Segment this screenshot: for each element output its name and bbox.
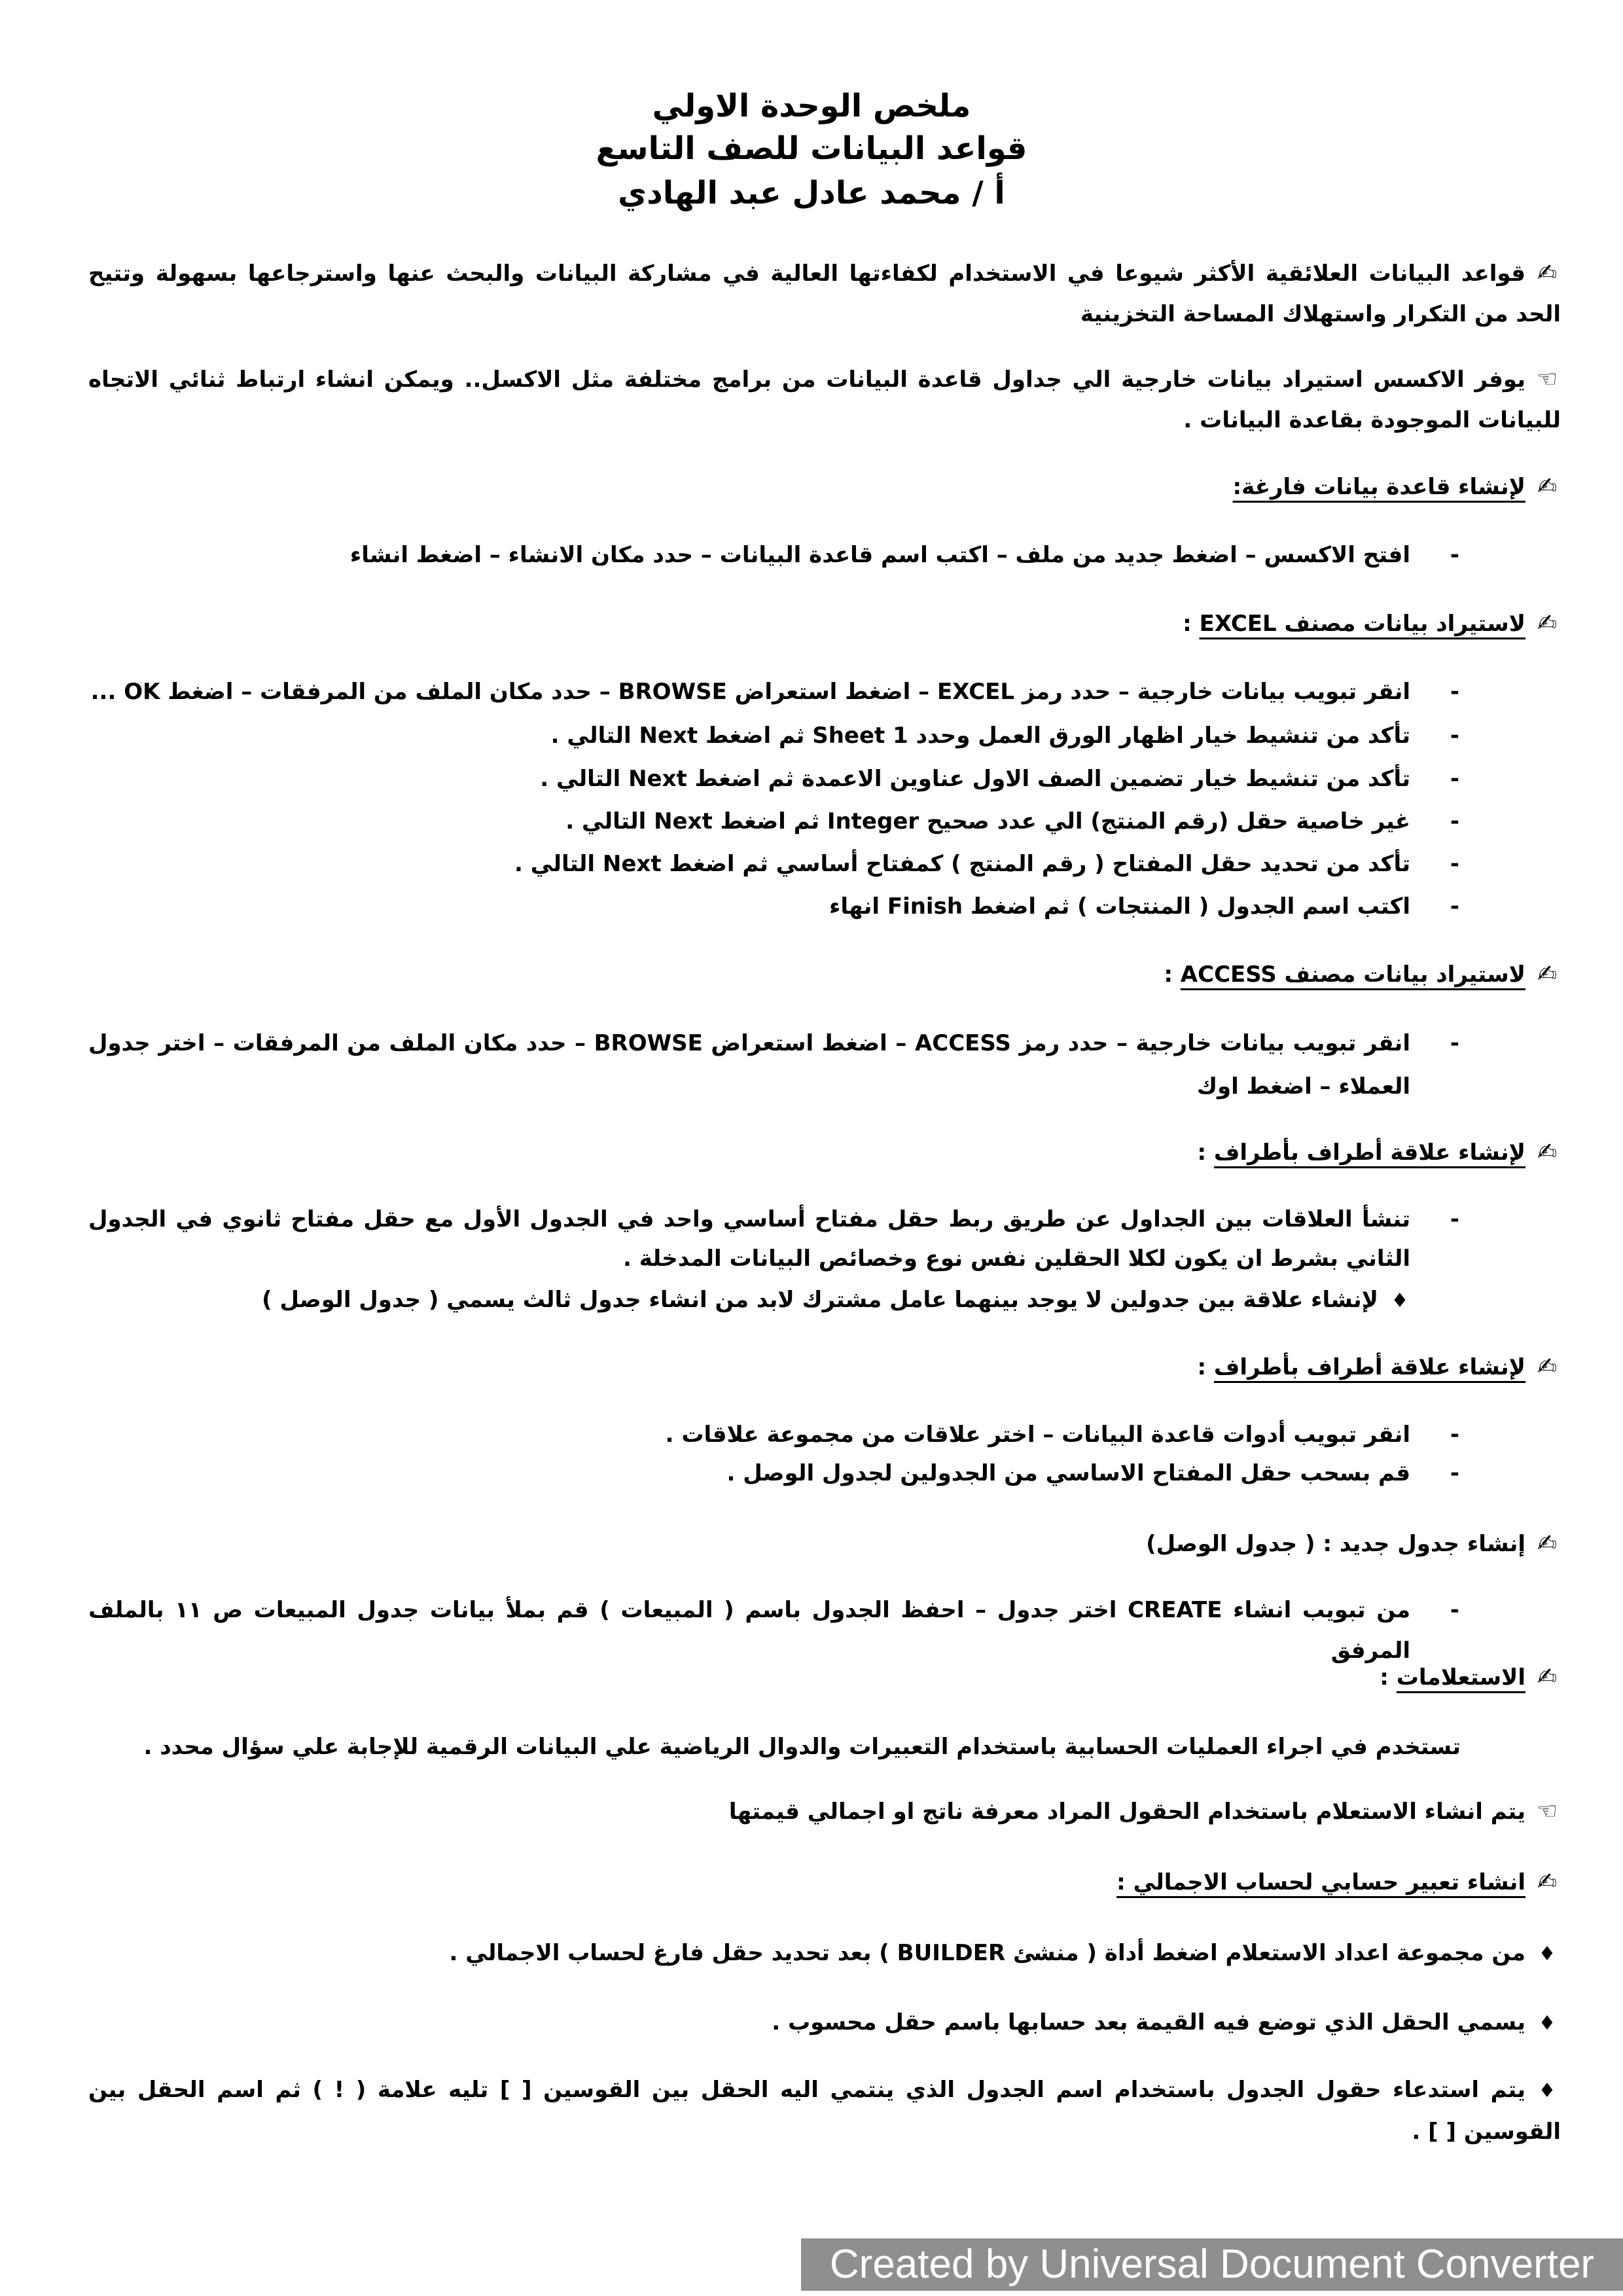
section-heading-import-excel [88, 603, 1561, 644]
writing-hand-icon [1533, 253, 1561, 294]
section-heading-blank-database [88, 467, 1561, 507]
step-item [88, 1414, 1459, 1455]
writing-hand-icon [1533, 1347, 1561, 1388]
step-text: - تأكد من تنشيط خيار اظهار الورق العمل وحدد Sheet 1 ثم اضغط Next التالي . [550, 723, 1410, 749]
intro-paragraph-text: قواعد البيانات العلائقية الأكثر شيوعا في الاستخدام لكفاءتها العالية في مشاركة البيانات والبحث عنها واسترجاعها بسهولة وتتيح الحد من التكرار واستهلاك المساحة التخزينية [88, 260, 1561, 327]
step-text: - غير خاصية حقل (رقم المنتج) الي عدد صحيح Integer ثم اضغط Next التالي . [565, 808, 1410, 834]
step-item [88, 1200, 1459, 1278]
step-item [88, 1022, 1459, 1108]
point-text: يتم استدعاء حقول الجدول باستخدام اسم الجدول الذي ينتمي اليه الحقل بين القوسين [ ] تليه علامة ( ! ) ثم اسم الحقل بين القوسين [ ] . [88, 2077, 1561, 2145]
heading-suffix: : [1197, 1139, 1214, 1166]
step-item [88, 886, 1459, 927]
intro-note-text: يوفر الاكسس استيراد بيانات خارجية الي جداول قاعدة البيانات من برامج مختلفة مثل الاكسل.. ويمكن انشاء ارتباط ثنائي الاتجاه للبيانات الموجودة بقاعدة البيانات . [88, 367, 1561, 433]
step-text: - انقر تبويب بيانات خارجية – حدد رمز ACCESS – اضغط استعراض BROWSE – حدد مكان الملف من المرفقات – اختر جدول العملاء – اضغط اوك [88, 1030, 1410, 1100]
step-text: - انقر تبويب بيانات خارجية – حدد رمز EXCEL – اضغط استعراض BROWSE – حدد مكان الملف من المرفقات – اضغط OK ... [90, 679, 1410, 705]
heading-text: إنشاء جدول جديد : ( جدول الوصل) [1146, 1531, 1525, 1557]
step-item [88, 672, 1459, 712]
writing-hand-icon [1533, 1524, 1561, 1564]
junction-table-note [88, 1280, 1414, 1321]
heading-suffix: : [1164, 961, 1181, 988]
writing-hand-icon [1533, 467, 1561, 507]
section-heading-queries [88, 1657, 1561, 1698]
document-subtitle: قواعد البيانات للصف التاسع [596, 130, 1027, 167]
heading-suffix: : [1197, 1354, 1214, 1380]
step-text: - تأكد من تنشيط خيار تضمين الصف الاول عناوين الاعمدة ثم اضغط Next التالي . [540, 766, 1410, 792]
point-item [88, 1933, 1561, 1975]
step-text: - اكتب اسم الجدول ( المنتجات ) ثم اضغط Finish انهاء [829, 893, 1410, 920]
heading-suffix: : [1183, 611, 1200, 637]
point-text: من مجموعة اعداد الاستعلام اضغط أداة ( منشئ BUILDER ) بعد تحديد حقل فارغ لحساب الاجمالي . [449, 1940, 1525, 1966]
intro-note [88, 359, 1561, 440]
diamond-icon [1533, 2070, 1561, 2111]
heading-text: الاستعلامات [1396, 1664, 1525, 1691]
point-item [88, 2070, 1561, 2152]
heading-text: لاستيراد بيانات مصنف ACCESS [1180, 961, 1525, 988]
writing-hand-icon [1533, 1862, 1561, 1903]
note-text: لإنشاء علاقة بين جدولين لا يوجد بينهما عامل مشترك لابد من انشاء جدول ثالث يسمي ( جدول الوصل ) [262, 1287, 1378, 1313]
heading-text: لإنشاء علاقة أطراف بأطراف [1213, 1354, 1525, 1380]
section-heading-relations [88, 1132, 1561, 1173]
step-text: - افتح الاكسس – اضغط جديد من ملف – اكتب اسم قاعدة البيانات – حدد مكان الانشاء – اضغط انشاء [349, 542, 1410, 568]
section-heading-calculated-expression [88, 1862, 1561, 1903]
section-heading-new-table [88, 1524, 1561, 1564]
step-text: - من تبويب انشاء CREATE اختر جدول – احفظ الجدول باسم ( المبيعات ) قم بملأ بيانات جدول المبيعات ص ١١ بالملف المرفق [88, 1597, 1410, 1664]
writing-hand-icon [1533, 1657, 1561, 1698]
note-text: يتم انشاء الاستعلام باستخدام الحقول المراد معرفة ناتج او اجمالي قيمتها [728, 1799, 1525, 1825]
diamond-icon [1533, 2002, 1561, 2044]
heading-text: لاستيراد بيانات مصنف EXCEL [1199, 611, 1525, 637]
point-text: يسمي الحقل الذي توضع فيه القيمة بعد حسابها باسم حقل محسوب . [772, 2009, 1525, 2036]
step-item [88, 535, 1459, 575]
step-text: - انقر تبويب أدوات قاعدة البيانات – اختر علاقات من مجموعة علاقات . [665, 1422, 1410, 1448]
heading-suffix: : [1380, 1664, 1397, 1691]
heading-text: انشاء تعبير حسابي لحساب الاجمالي : [1116, 1869, 1525, 1895]
step-text: - تأكد من تحديد حقل المفتاح ( رقم المنتج ) كمفتاح أساسي ثم اضغط Next التالي . [514, 851, 1410, 877]
pointing-hand-icon [1533, 1791, 1561, 1832]
step-item [88, 759, 1459, 799]
queries-definition: تستخدم في اجراء العمليات الحسابية باستخدام التعبيرات والدوال الرياضية علي البيانات الرقمية للإجابة علي سؤال محدد . [143, 1734, 1461, 1760]
writing-hand-icon [1533, 603, 1561, 644]
converter-stamp: Created by Universal Document Converter [801, 2238, 1623, 2291]
step-item [88, 1453, 1459, 1494]
writing-hand-icon [1533, 1132, 1561, 1173]
heading-text: لإنشاء قاعدة بيانات فارغة: [1232, 474, 1525, 500]
writing-hand-icon [1533, 954, 1561, 995]
document-title: ملخص الوحدة الاولي [652, 88, 971, 124]
author-name: أ / محمد عادل عبد الهادي [618, 175, 1005, 211]
step-item [88, 801, 1459, 842]
diamond-icon [1533, 1933, 1561, 1975]
section-heading-relation-steps [88, 1347, 1561, 1388]
section-heading-import-access [88, 954, 1561, 995]
step-item [88, 844, 1459, 884]
queries-note [88, 1791, 1561, 1832]
intro-paragraph [88, 253, 1561, 334]
step-text: - قم بسحب حقل المفتاح الاساسي من الجدولين لجدول الوصل . [726, 1460, 1410, 1486]
point-item [88, 2002, 1561, 2044]
step-item [88, 715, 1459, 756]
pointing-hand-icon [1533, 359, 1561, 400]
diamond-icon [1386, 1280, 1414, 1321]
heading-text: لإنشاء علاقة أطراف بأطراف [1213, 1139, 1525, 1166]
step-text: - تنشأ العلاقات بين الجداول عن طريق ربط حقل مفتاح أساسي واحد في الجدول الأول مع حقل مفتاح ثانوي في الجدول الثاني بشرط ان يكون لكلا الحقلين نفس نوع وخصائص البيانات المدخلة . [88, 1206, 1410, 1272]
